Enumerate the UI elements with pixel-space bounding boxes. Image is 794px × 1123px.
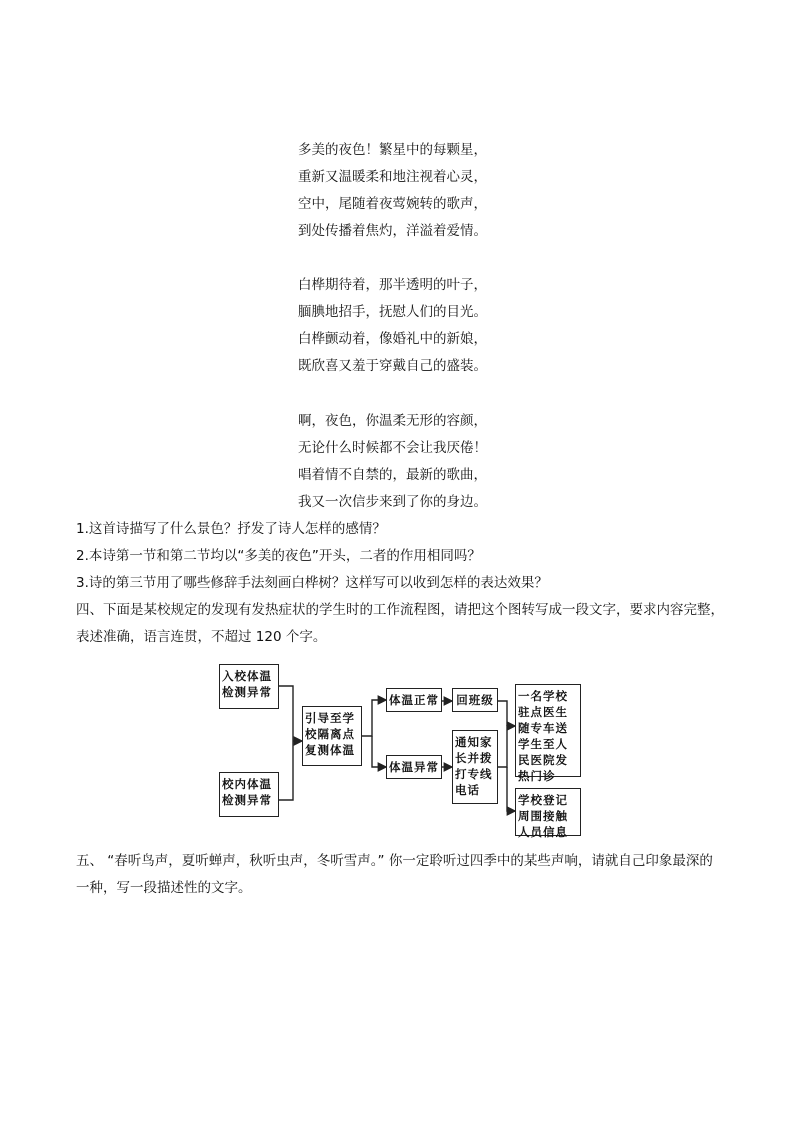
poem-line: 空中，尾随着夜莺婉转的歌声， <box>298 196 487 212</box>
question-1: 1.这首诗描写了什么景色？抒发了诗人怎样的感情？ <box>76 521 386 537</box>
poem-line: 我又一次信步来到了你的身边。 <box>298 494 487 510</box>
poem-line: 啊，夜色，你温柔无形的容颜， <box>298 413 487 429</box>
poem-line: 腼腆地招手，抚慰人们的目光。 <box>298 304 487 320</box>
flow-register-contacts: 学校登记周围接触人员信息 <box>515 788 581 836</box>
section-5-text: 五、 “春听鸟声，夏听蝉声，秋听虫声，冬听雪声。” 你一定聆听过四季中的某些声响，请就自己印象最深的一种，写一段描述性的文字。 <box>76 853 713 896</box>
poem-line: 无论什么时候都不会让我厌倦！ <box>298 440 487 456</box>
flow-temp-abnormal: 体温异常 <box>386 755 442 779</box>
poem-line: 白桦期待着，那半透明的叶子， <box>298 277 487 293</box>
flow-school-check-abnormal: 校内体温检测异常 <box>219 772 279 817</box>
flow-notify-parents: 通知家长并拨打专线电话 <box>452 730 498 804</box>
poem-line: 既欣喜又羞于穿戴自己的盛装。 <box>298 358 487 374</box>
question-2: 2.本诗第一节和第二节均以“多美的夜色”开头，二者的作用相同吗？ <box>76 548 481 564</box>
flow-temp-normal: 体温正常 <box>386 688 442 712</box>
flow-hospital-transfer: 一名学校驻点医生随专车送学生至人民医院发热门诊 <box>515 684 581 777</box>
flow-entry-check-abnormal: 入校体温检测异常 <box>219 664 279 709</box>
poem-line: 唱着情不自禁的，最新的歌曲， <box>298 467 487 483</box>
question-3: 3.诗的第三节用了哪些修辞手法刻画白桦树？这样写可以收到怎样的表达效果？ <box>76 575 548 591</box>
section-4-text: 四、下面是某校规定的发现有发热症状的学生时的工作流程图，请把这个图转写成一段文字，要求内容完整，表述准确，语言连贯，不超过 120 个字。 <box>76 602 724 645</box>
poem-line: 重新又温暖柔和地注视着心灵， <box>298 169 487 185</box>
poem-line: 多美的夜色！繁星中的每颗星， <box>298 142 487 158</box>
flow-back-class: 回班级 <box>452 688 498 712</box>
flow-guide-isolation: 引导至学校隔离点复测体温 <box>302 706 362 766</box>
poem-line: 白桦颤动着，像婚礼中的新娘， <box>298 331 487 347</box>
poem-line: 到处传播着焦灼，洋溢着爱情。 <box>298 223 487 239</box>
